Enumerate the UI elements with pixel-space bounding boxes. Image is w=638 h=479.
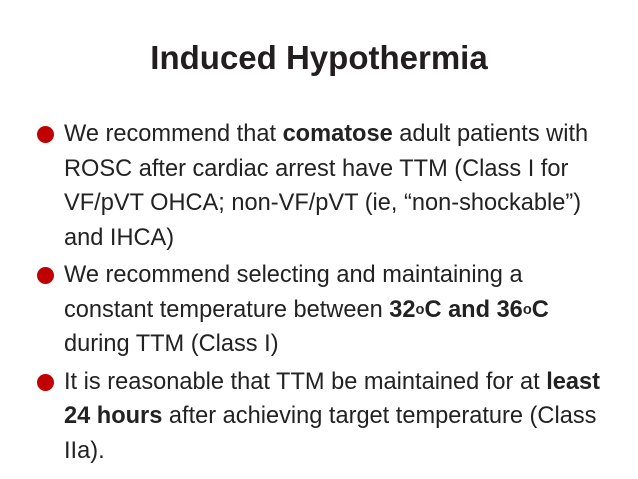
bullet-bold-text: 32 — [389, 296, 416, 323]
bullet-item — [34, 117, 614, 255]
bullet-text: during TTM (Class I) — [64, 331, 279, 357]
slide-title: Induced Hypothermia — [150, 39, 488, 76]
bullet-bold-text: comatose — [282, 121, 393, 147]
bullet-item — [34, 258, 614, 362]
bullet-bold-text: least 24 hours — [64, 368, 600, 429]
bullet-text: We recommend that — [64, 121, 283, 147]
degree-superscript: o — [522, 301, 532, 318]
bullet-dot-icon — [37, 374, 54, 391]
bullet-text: We recommend selecting and maintaining a constant temperature between — [64, 262, 523, 323]
bullet-text: after achieving target temperature (Class IIa). — [64, 403, 597, 464]
bullet-dot-icon — [37, 126, 54, 143]
degree-superscript: o — [415, 301, 425, 318]
bullet-item — [34, 365, 614, 469]
bullet-text: It is reasonable that TTM be maintained for at — [64, 368, 547, 395]
bullet-dot-icon — [37, 267, 54, 284]
bullet-list — [34, 117, 614, 471]
bullet-bold-text: C and 36 — [424, 296, 523, 323]
bullet-bold-text: C — [531, 296, 549, 323]
bullet-text: adult patients with ROSC after cardiac arrest have TTM (Class I for VF/pVT OHCA; non-VF/pVT (ie, “non-shockable”) and IHCA) — [64, 121, 589, 251]
